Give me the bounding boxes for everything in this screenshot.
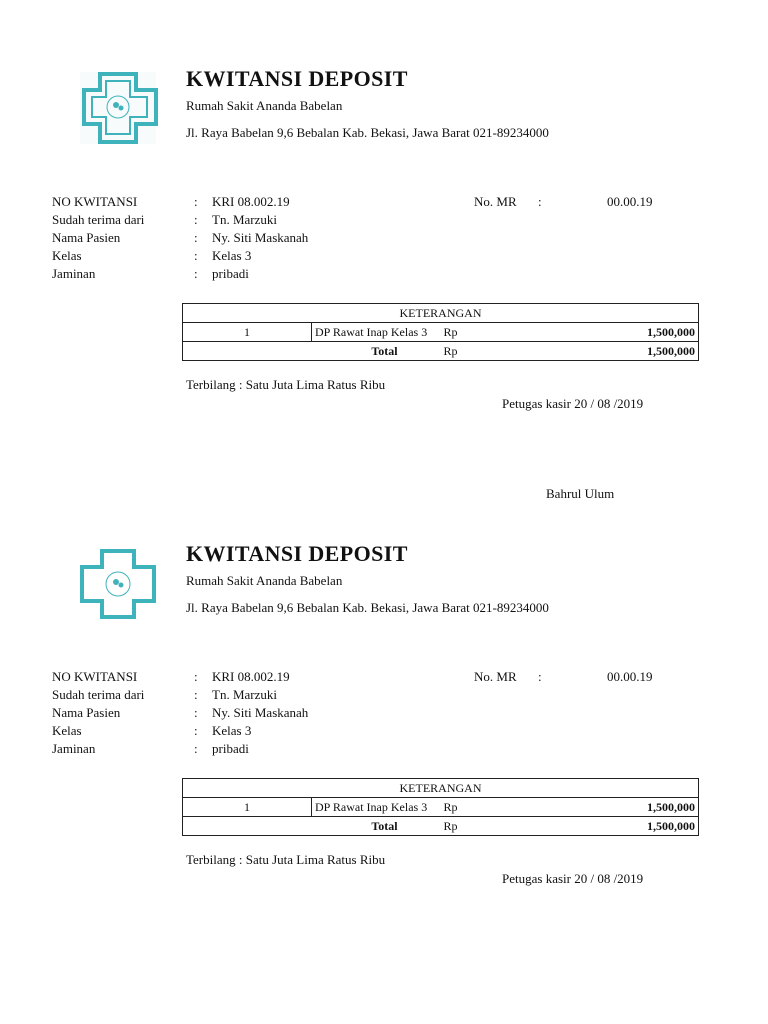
- label-kelas: Kelas: [52, 723, 82, 738]
- value-no-mr: 00.00.19: [607, 194, 653, 209]
- item-number: 1: [183, 323, 312, 342]
- value-nama-pasien: Ny. Siti Maskanah: [212, 230, 309, 245]
- table-row: [183, 323, 699, 342]
- colon: :: [194, 741, 198, 756]
- colon: :: [194, 194, 198, 209]
- item-amount: 1,500,000: [570, 323, 699, 342]
- label-jaminan: Jaminan: [52, 266, 96, 281]
- keterangan-table: [182, 778, 699, 836]
- receipt-title: KWITANSI DEPOSIT: [186, 541, 408, 566]
- hospital-address: Jl. Raya Babelan 9,6 Bebalan Kab. Bekasi, Jawa Barat 021-89234000: [186, 600, 549, 615]
- total-blank: [183, 342, 312, 361]
- total-blank: [183, 817, 312, 836]
- value-nama-pasien: Ny. Siti Maskanah: [212, 705, 309, 720]
- label-nama-pasien: Nama Pasien: [52, 705, 121, 720]
- hospital-logo: [78, 70, 158, 146]
- value-no-mr: 00.00.19: [607, 669, 653, 684]
- total-label: Total: [312, 342, 441, 361]
- label-no-kwitansi: NO KWITANSI: [52, 194, 138, 209]
- label-terima-dari: Sudah terima dari: [52, 212, 145, 227]
- item-amount: 1,500,000: [570, 798, 699, 817]
- colon: :: [194, 266, 198, 281]
- colon: :: [194, 248, 198, 263]
- colon: :: [194, 723, 198, 738]
- colon: :: [538, 194, 542, 209]
- label-no-mr: No. MR: [474, 669, 517, 684]
- petugas-kasir-date: Petugas kasir 20 / 08 /2019: [502, 871, 644, 886]
- label-kelas: Kelas: [52, 248, 82, 263]
- terbilang-text: Terbilang : Satu Juta Lima Ratus Ribu: [186, 377, 386, 392]
- item-description: DP Rawat Inap Kelas 3: [312, 323, 441, 342]
- label-terima-dari: Sudah terima dari: [52, 687, 145, 702]
- item-number: 1: [183, 798, 312, 817]
- label-no-mr: No. MR: [474, 194, 517, 209]
- item-currency: Rp: [441, 323, 570, 342]
- value-kelas: Kelas 3: [212, 248, 252, 263]
- receipt-first: [0, 0, 768, 501]
- label-no-kwitansi: NO KWITANSI: [52, 669, 138, 684]
- value-kelas: Kelas 3: [212, 723, 252, 738]
- colon: :: [538, 669, 542, 684]
- value-terima-dari: Tn. Marzuki: [212, 687, 277, 702]
- colon: :: [194, 212, 198, 227]
- table-total-row: [183, 342, 699, 361]
- table-header: KETERANGAN: [183, 304, 699, 323]
- total-currency: Rp: [441, 342, 570, 361]
- keterangan-table: [182, 303, 699, 361]
- value-terima-dari: Tn. Marzuki: [212, 212, 277, 227]
- value-jaminan: pribadi: [212, 266, 249, 281]
- table-total-row: [183, 817, 699, 836]
- colon: :: [194, 705, 198, 720]
- item-currency: Rp: [441, 798, 570, 817]
- label-nama-pasien: Nama Pasien: [52, 230, 121, 245]
- table-header-row: [183, 304, 699, 323]
- receipt-second: [0, 475, 768, 945]
- terbilang-text: Terbilang : Satu Juta Lima Ratus Ribu: [186, 852, 386, 867]
- hospital-name: Rumah Sakit Ananda Babelan: [186, 98, 343, 113]
- value-no-kwitansi: KRI 08.002.19: [212, 669, 290, 684]
- colon: :: [194, 687, 198, 702]
- signer-name: Bahrul Ulum: [546, 486, 615, 501]
- value-jaminan: pribadi: [212, 741, 249, 756]
- total-label: Total: [312, 817, 441, 836]
- hospital-name: Rumah Sakit Ananda Babelan: [186, 573, 343, 588]
- label-jaminan: Jaminan: [52, 741, 96, 756]
- total-amount: 1,500,000: [570, 342, 699, 361]
- hospital-logo: [78, 547, 158, 623]
- value-no-kwitansi: KRI 08.002.19: [212, 194, 290, 209]
- colon: :: [194, 669, 198, 684]
- colon: :: [194, 230, 198, 245]
- table-row: [183, 798, 699, 817]
- receipt-title: KWITANSI DEPOSIT: [186, 66, 408, 91]
- total-amount: 1,500,000: [570, 817, 699, 836]
- hospital-address: Jl. Raya Babelan 9,6 Bebalan Kab. Bekasi, Jawa Barat 021-89234000: [186, 125, 549, 140]
- item-description: DP Rawat Inap Kelas 3: [312, 798, 441, 817]
- table-header-row: [183, 779, 699, 798]
- petugas-kasir-date: Petugas kasir 20 / 08 /2019: [502, 396, 644, 411]
- table-header: KETERANGAN: [183, 779, 699, 798]
- total-currency: Rp: [441, 817, 570, 836]
